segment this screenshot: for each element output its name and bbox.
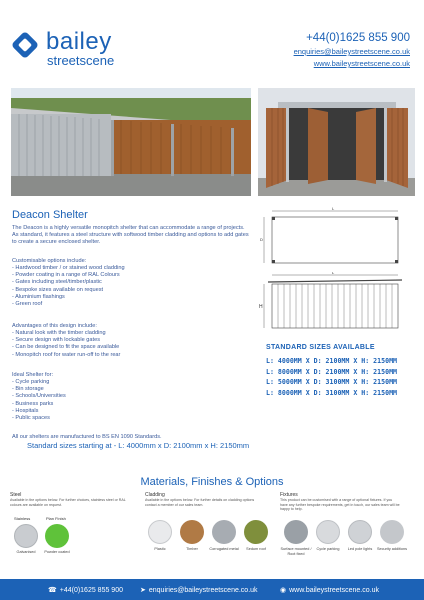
list-item: L: 4000MM X D: 2100MM X H: 2150MM [266,357,398,365]
elevation-drawing [258,272,408,332]
swatch-label: Surface mounted / Root fixed [280,547,312,556]
swatch-sedum-roof [244,520,268,544]
plan-label-d: D [260,237,263,242]
footer-website-text: www.baileystreetscene.co.uk [289,587,379,594]
steel-heading: Steel [10,492,22,498]
cladding-description: Available in the options below. For further details on cladding options contact a member of our sales team. [145,498,255,507]
list-item: - Bin storage [12,386,44,393]
list-item: - Monopitch roof for water run-off to the rear [12,351,121,358]
options-list [12,265,252,308]
list-item: - Can be designed to fit the space available [12,344,120,351]
list-item: - Natural look with the timber cladding [12,330,106,336]
footer-email[interactable] [140,586,258,594]
materials-steel [10,492,130,507]
swatch-surface-mounted [284,520,308,544]
materials-fixtures [280,492,400,512]
shelter-photo-gates [258,88,415,196]
sizes-list [266,356,397,398]
footer-phone[interactable] [48,586,123,594]
swatch-galvanised [14,524,38,548]
header-phone[interactable]: +44(0)1625 855 900 [306,32,410,44]
fixtures-description: This product can be customised with a range of optional fixtures. If you have any further bespoke requirements, get in touch, our sales team will be happy to help. [280,498,400,512]
swatch-label: Plastic [154,547,166,551]
cladding-heading: Cladding [145,492,165,498]
swatch-corrugated-metal [212,520,236,544]
list-item: - Hardwood timber / or stained wood cladding [12,265,125,271]
list-item: L: 8000MM X D: 3100MM X H: 2150MM [266,388,398,397]
list-item: - Business parks [12,400,54,407]
swatch-label: Powder coated [44,550,70,554]
swatch-label: Sedum roof [246,547,266,551]
logo-mark-icon [10,30,40,60]
phone-icon: ☎ [48,587,57,594]
list-item: - Schools/Universities [12,393,66,400]
ideal-title: Ideal Shelter for: [12,372,54,378]
standard-size-start: Standard sizes starting at - L: 4000mm x D: 2100mm x H: 2150mm [27,441,250,450]
list-item: - Hospitals [12,407,39,414]
list-item: - Public spaces [12,415,50,422]
brand-logo [10,28,140,68]
footer-phone-text: +44(0)1625 855 900 [59,587,123,594]
list-item: - Powder coating in a range of RAL Colours [12,272,120,279]
swatch-security-additions [380,520,404,544]
swatch-label: Cycle parking [316,547,340,551]
steel-sub-finish: Plan Finish [46,516,66,521]
swatch-timber [180,520,204,544]
list-item: - Aluminium flashings [12,293,65,300]
elevation-label-l: L [332,272,335,275]
product-intro: The Deacon is a highly versatile monopitch shelter that can accommodate a range of projects. As standard, it features a steel structure with softwood timber cladding and options to add gates to create a secure enclosed shelter. [12,225,249,246]
plan-drawing [258,207,408,267]
materials-title: Materials, Finishes & Options [140,476,284,488]
manufacture-note: All our shelters are manufactured to BS EN 1090 Standards. [12,434,162,440]
footer-bar [0,579,424,600]
brand-name: bailey [46,28,112,55]
sizes-title: STANDARD SIZES AVAILABLE [266,344,375,351]
product-title: Deacon Shelter [12,209,88,221]
shelter-photo-wide [11,88,251,196]
materials-cladding [145,492,265,507]
header-contact [294,32,410,68]
list-item: - Secure design with lockable gates [12,337,100,344]
header-website[interactable]: www.baileystreetscene.co.uk [313,59,410,68]
globe-icon: ◉ [280,587,287,594]
ideal-list [12,379,252,422]
fixtures-heading: Fixtures [280,492,298,498]
options-title: Customisable options include: [12,258,87,264]
swatch-powder-coated [45,524,69,548]
swatch-label: Security additions [377,547,407,551]
swatch-label: Led pole lights [347,547,373,551]
swatch-label: Corrugated metal [209,547,239,551]
elevation-label-h: H [259,304,263,310]
steel-sub-stainless: Stainless [14,516,31,521]
steel-description: Available in the options below. For further choices, stainless steel or RAL colours are available on request. [10,498,126,507]
list-item: L: 5000MM X D: 3100MM X H: 2150MM [266,378,398,386]
advantages-title: Advantages of this design include: [12,323,97,329]
swatch-led-pole-lights [348,520,372,544]
list-item: - Bespoke sizes available on request [12,286,104,293]
swatch-label: Galvanised [16,550,36,554]
swatch-label: Timber [186,547,198,551]
advantages-list [12,330,252,359]
header-email[interactable]: enquiries@baileystreetscene.co.uk [293,47,410,56]
swatch-plastic [148,520,172,544]
swatch-cycle-parking [316,520,340,544]
list-item: - Cycle parking [12,379,50,385]
brand-sub: streetscene [47,53,115,68]
plan-label-l: L [332,207,335,211]
footer-email-text: enquiries@baileystreetscene.co.uk [148,587,258,594]
list-item: L: 8000MM X D: 2100MM X H: 2150MM [266,367,398,376]
list-item: - Green roof [12,301,43,308]
send-icon: ➤ [140,587,146,594]
footer-website[interactable] [280,586,379,594]
list-item: - Gates including steel/timber/plastic [12,279,102,286]
